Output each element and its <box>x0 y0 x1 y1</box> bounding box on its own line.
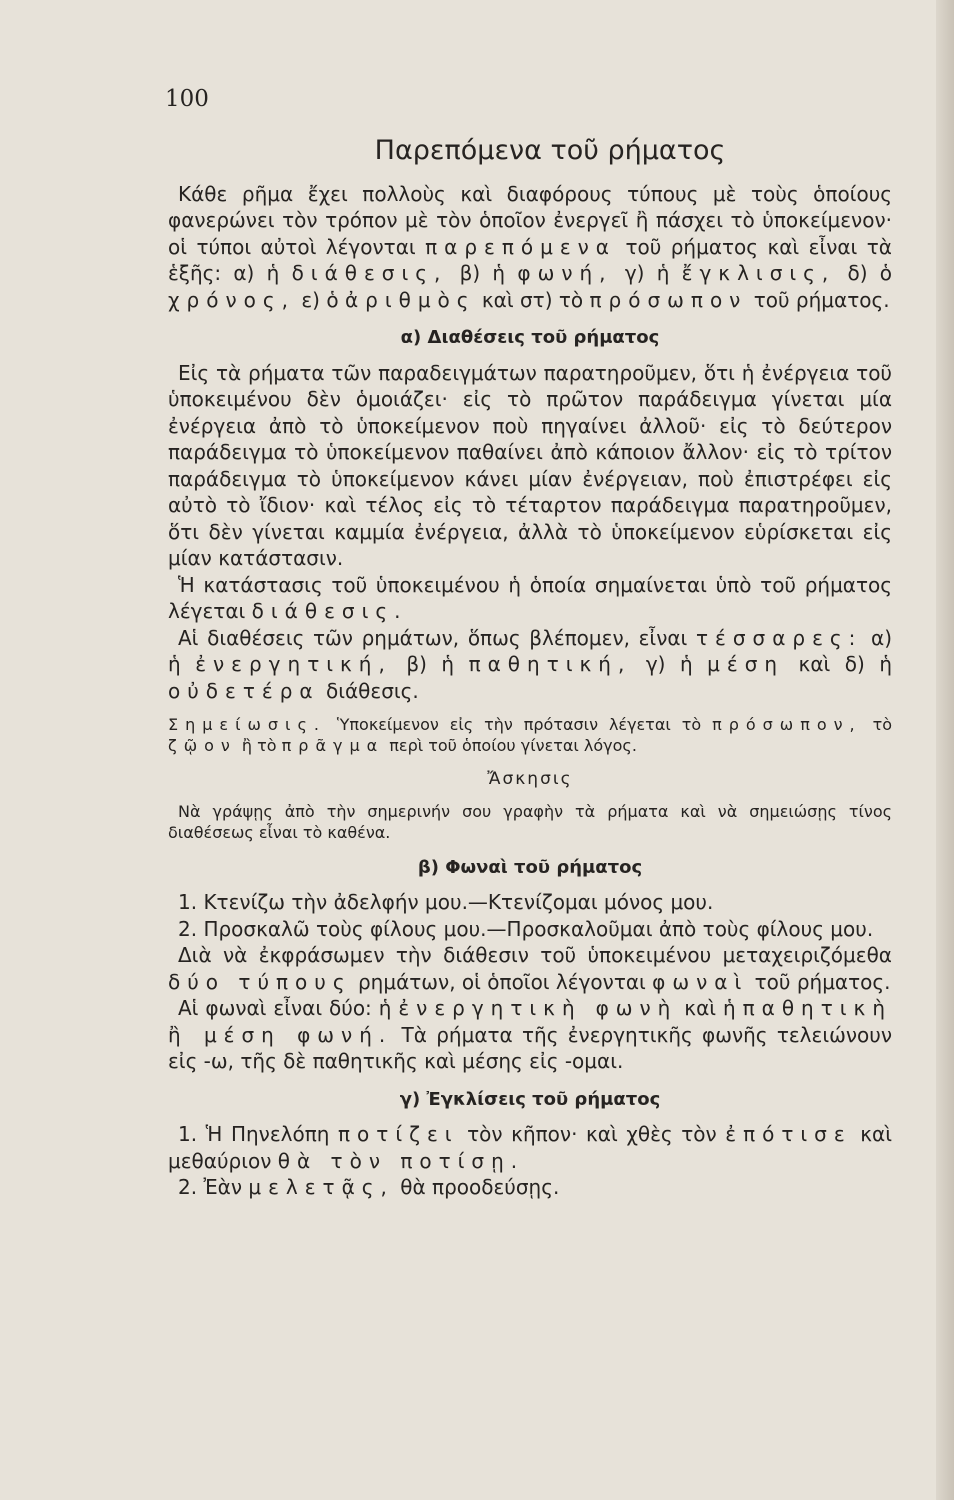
section-heading-fonai: β) Φωναὶ τοῦ ρήματος <box>417 856 643 878</box>
term-egklisis: ἔγκλισις, <box>681 261 836 285</box>
exercise-title: Ἄσκησις <box>487 769 573 789</box>
intro-paragraph: Κάθε ρῆμα ἔχει πολλοὺς καὶ διαφόρους τύπους μὲ τοὺς ὁποίους φανερώνει τὸν τρόπον μὲ τὸν ὁποῖον ἐνεργεῖ ἢ πάσχει τὸ ὑποκείμενον· οἱ τύποι αὐτοὶ λέγονται παρεπόμενα τοῦ ρήματος καὶ εἶναι τὰ ἑξῆς: α) ἡ διάθεσις, β) ἡ φωνή, γ) ἡ ἔγκλισις, δ) ὁ χρόνος, ε) ὁ ἀριθμὸς καὶ στ) τὸ πρόσωπον τοῦ ρήματος. <box>168 181 893 312</box>
example-1: 1. Κτενίζω τὴν ἀδελφήν μου.—Κτενίζομαι μόνος μου. <box>178 890 714 914</box>
section-heading-diatheseis: α) Διαθέσεις τοῦ ρήματος <box>400 327 660 348</box>
term-arithmos: ἀριθμὸς <box>344 287 476 312</box>
note-paragraph: Σημείωσις. Ὑποκείμενον εἰς τὴν πρότασιν λέγεται τὸ πρόσωπον, τὸ ζῷον ἢ τὸ πρᾶγμα περὶ τοῦ ὁποίου γίνεται λόγος. <box>168 715 892 755</box>
example-egklisi-2: 2. Ἐὰν μελετᾷς, θὰ προοδεύσῃς. <box>178 1175 560 1199</box>
paragraph-fonai-1: Διὰ νὰ ἐκφράσωμεν τὴν διάθεσιν τοῦ ὑποκειμένου μεταχειριζόμεθα δύο τύπους ρημάτων, οἱ ὁποῖοι λέγονται φωναὶ τοῦ ρήματος. <box>168 943 892 994</box>
term-chronos: χρόνος, <box>168 287 295 312</box>
term-foni: φωνή, <box>517 261 613 285</box>
paragraph-fonai-2: Αἱ φωναὶ εἶναι δύο: ἡ ἐνεργητικὴ φωνὴ καὶ ἡ παθητικὴ ἢ μέση φωνή. Τὰ ρήματα τῆς ἐνεργητικῆς φωνῆς τελειώνουν εἰς -ω, τῆς δὲ παθητικῆς καὶ μέσης εἰς -ομαι. <box>168 996 893 1073</box>
example-egklisi-1: 1. Ἡ Πηνελόπη ποτίζει τὸν κῆπον· καὶ χθὲς τὸν ἐπότισε καὶ μεθαύριον θὰ τὸν ποτίσῃ. <box>168 1122 892 1173</box>
term-diathesis: διάθεσις, <box>291 261 448 285</box>
term-prosopon: πρόσωπον <box>589 287 748 312</box>
term-parepomena: παρεπόμενα <box>425 234 616 259</box>
note-label: Σημείωσις. <box>168 715 326 734</box>
page-content <box>168 135 893 1201</box>
example-2: 2. Προσκαλῶ τοὺς φίλους μου.—Προσκαλοῦμαι ἀπὸ τοὺς φίλους μου. <box>178 916 874 941</box>
exercise-text: Νὰ γράψῃς ἀπὸ τὴν σημερινήν σου γραφὴν τὰ ρήματα καὶ νὰ σημειώσῃς τίνος διαθέσεως εἶναι τὸ καθένα. <box>168 801 892 842</box>
page-number: 100 <box>165 86 209 112</box>
paragraph-diatheseis-3: Αἱ διαθέσεις τῶν ρημάτων, ὅπως βλέπομεν, εἶναι τέσσαρες: α) ἡ ἐνεργητική, β) ἡ παθητική, γ) ἡ μέση καὶ δ) ἡ οὐδετέρα διάθεσις. <box>168 625 893 703</box>
section-heading-egkliseis: γ) Ἐγκλίσεις τοῦ ρήματος <box>399 1088 661 1110</box>
paragraph-diatheseis-2: Ἡ κατάστασις τοῦ ὑποκειμένου ἡ ὁποία σημαίνεται ὑπὸ τοῦ ρήματος λέγεται διάθεσις. <box>168 572 892 623</box>
paragraph-diatheseis-1: Εἰς τὰ ρήματα τῶν παραδειγμάτων παρατηροῦμεν, ὅτι ἡ ἐνέργεια τοῦ ὑποκειμένου δὲν ὁμοιάζει· εἰς τὸ πρῶτον παράδειγμα γίνεται μία ἐνέργεια ἀπὸ τὸ ὑποκείμενον ποὺ πηγαίνει ἀλλοῦ· εἰς τὸ δεύτερον παράδειγμα τὸ ὑποκείμενον παθαίνει ἀπὸ κάποιον ἄλλον· εἰς τὸ τρίτον παράδειγμα τὸ ὑποκείμενον κάνει μίαν ἐνέργειαν, ποὺ ἐπιστρέφει εἰς αὐτὸ τὸ ἴδιον· καὶ τέλος εἰς τὸ τέταρτον παράδειγμα παρατηροῦμεν, ὅτι δὲν γίνεται καμμία ἐνέργεια, ἀλλὰ τὸ ὑποκείμενον εὑρίσκεται εἰς μίαν κατάστασιν. <box>168 360 892 570</box>
page-edge <box>936 0 954 1500</box>
page-title: Παρεπόμενα τοῦ ρήματος <box>374 135 726 166</box>
